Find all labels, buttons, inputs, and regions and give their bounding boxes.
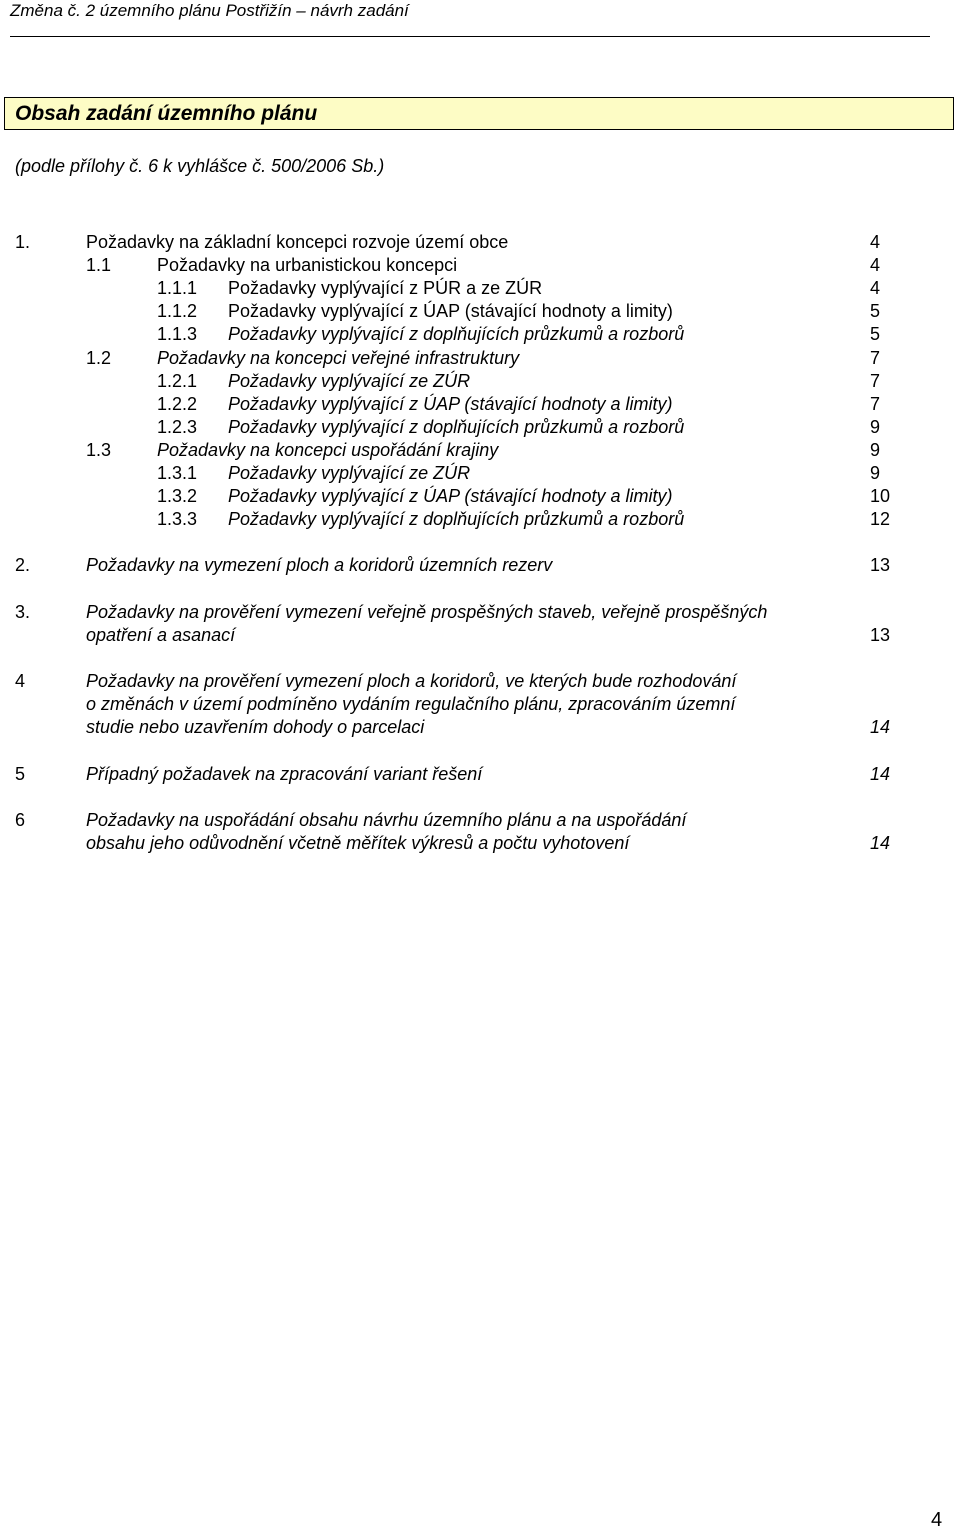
toc-entry-number: 4 [15,671,26,691]
toc-entry-text: studie nebo uzavřením dohody o parcelaci [86,717,425,737]
toc-entry-number: 1.3.2 [157,486,198,506]
toc-entry-number: 5 [15,764,26,784]
toc-entry-page: 7 [870,348,881,368]
toc-entry-text: Požadavky na prověření vymezení ploch a koridorů, ve kterých bude rozhodování [86,671,737,691]
toc-entry-page: 4 [870,278,881,298]
toc-entry-number: 1.2.3 [157,417,198,437]
toc-entry-text: Požadavky vyplývající z ÚAP (stávající hodnoty a limity) [228,486,673,506]
toc-entry[interactable] [0,692,960,716]
toc-entry-page: 14 [870,764,891,784]
toc-title: Obsah zadání územního plánu [15,102,318,125]
toc-entry-number: 1.1.1 [157,278,198,298]
toc-title-box [4,97,954,130]
toc-entry[interactable] [0,415,960,439]
header-title: Změna č. 2 územního plánu Postřižín – návrh zadání [10,1,409,20]
toc-entry-number: 1.3.3 [157,509,198,529]
toc-entry-number: 2. [15,555,31,575]
toc-entry-text: Požadavky vyplývající z doplňujících průzkumů a rozborů [228,417,685,437]
toc-entry-number: 1.3 [86,440,112,460]
toc-entry[interactable] [0,299,960,323]
toc-entry-page: 12 [870,509,891,529]
toc-entry-text: Požadavky na urbanistickou koncepci [157,255,458,275]
toc-entry[interactable] [0,715,960,739]
toc-entry-text: Požadavky vyplývající ze ZÚR [228,371,471,391]
toc-entry[interactable] [0,762,960,786]
toc-entry[interactable] [0,253,960,277]
toc-entry-page: 4 [870,232,881,252]
toc-entry-page: 10 [870,486,891,506]
toc-entry-page: 7 [870,371,881,391]
toc-entry[interactable] [0,276,960,300]
toc-entry-page: 5 [870,301,881,321]
toc-entry[interactable] [0,553,960,577]
toc-entry[interactable] [0,438,960,462]
toc-entry-page: 4 [870,255,881,275]
toc-entry[interactable] [0,369,960,393]
toc-entry-text: Požadavky vyplývající z ÚAP (stávající hodnoty a limity) [228,301,673,321]
toc-entry[interactable] [0,484,960,508]
toc-entry-number: 1.2.1 [157,371,198,391]
toc-entry-text: obsahu jeho odůvodnění včetně měřítek výkresů a počtu vyhotovení [86,833,630,853]
toc-entry-text: Požadavky na uspořádání obsahu návrhu územního plánu a na uspořádání [86,810,687,830]
toc-entry-number: 3. [15,602,31,622]
toc-entry[interactable] [0,669,960,693]
toc-entry-page: 13 [870,625,891,645]
toc-entry[interactable] [0,507,960,531]
toc-entry-text: Požadavky na koncepci veřejné infrastruktury [157,348,520,368]
toc-entry-text: Požadavky vyplývající z ÚAP (stávající hodnoty a limity) [228,394,673,414]
page-number: 4 [931,1509,943,1531]
toc-entry-page: 13 [870,555,891,575]
toc-entry-text: Požadavky vyplývající z PÚR a ze ZÚR [228,278,543,298]
toc-entry-text: Požadavky vyplývající z doplňujících průzkumů a rozborů [228,324,685,344]
toc-entry-text: Požadavky na prověření vymezení veřejně prospěšných staveb, veřejně prospěšných [86,602,768,622]
toc-entry[interactable] [0,461,960,485]
toc-entry[interactable] [0,346,960,370]
toc-entry[interactable] [0,808,960,832]
toc-entry[interactable] [0,230,960,254]
toc-entry-page: 9 [870,440,881,460]
toc-entry-number: 1. [15,232,31,252]
toc-entry[interactable] [0,623,960,647]
toc-entry-text: opatření a asanací [86,625,236,645]
toc-entry-text: o změnách v území podmíněno vydáním regulačního plánu, zpracováním územní [86,694,736,714]
toc-entry-number: 1.1 [86,255,112,275]
toc-entry-number: 1.2 [86,348,112,368]
header-rule [10,36,930,37]
toc-entry-text: Požadavky vyplývající z doplňujících průzkumů a rozborů [228,509,685,529]
toc-entry-page: 9 [870,417,881,437]
toc-entry-page: 7 [870,394,881,414]
toc-entry-page: 9 [870,463,881,483]
toc-entry-text: Požadavky na vymezení ploch a koridorů územních rezerv [86,555,553,575]
toc-entry[interactable] [0,392,960,416]
toc-entry-number: 1.1.3 [157,324,198,344]
toc-entry[interactable] [0,831,960,855]
toc-entry[interactable] [0,600,960,624]
toc-entry-page: 14 [870,833,891,853]
toc-entry-text: Požadavky na koncepci uspořádání krajiny [157,440,499,460]
toc-entry-number: 1.2.2 [157,394,198,414]
toc-entry-number: 1.3.1 [157,463,198,483]
toc-entry-number: 6 [15,810,26,830]
toc-entry-page: 14 [870,717,891,737]
toc-subtitle: (podle přílohy č. 6 k vyhlášce č. 500/2006 Sb.) [15,156,385,176]
toc-entry-text: Požadavky vyplývající ze ZÚR [228,463,471,483]
toc-entry-page: 5 [870,324,881,344]
toc-entry-text: Případný požadavek na zpracování variant řešení [86,764,483,784]
toc-entry-text: Požadavky na základní koncepci rozvoje území obce [86,232,509,252]
toc-entry-number: 1.1.2 [157,301,198,321]
toc-entry[interactable] [0,322,960,346]
